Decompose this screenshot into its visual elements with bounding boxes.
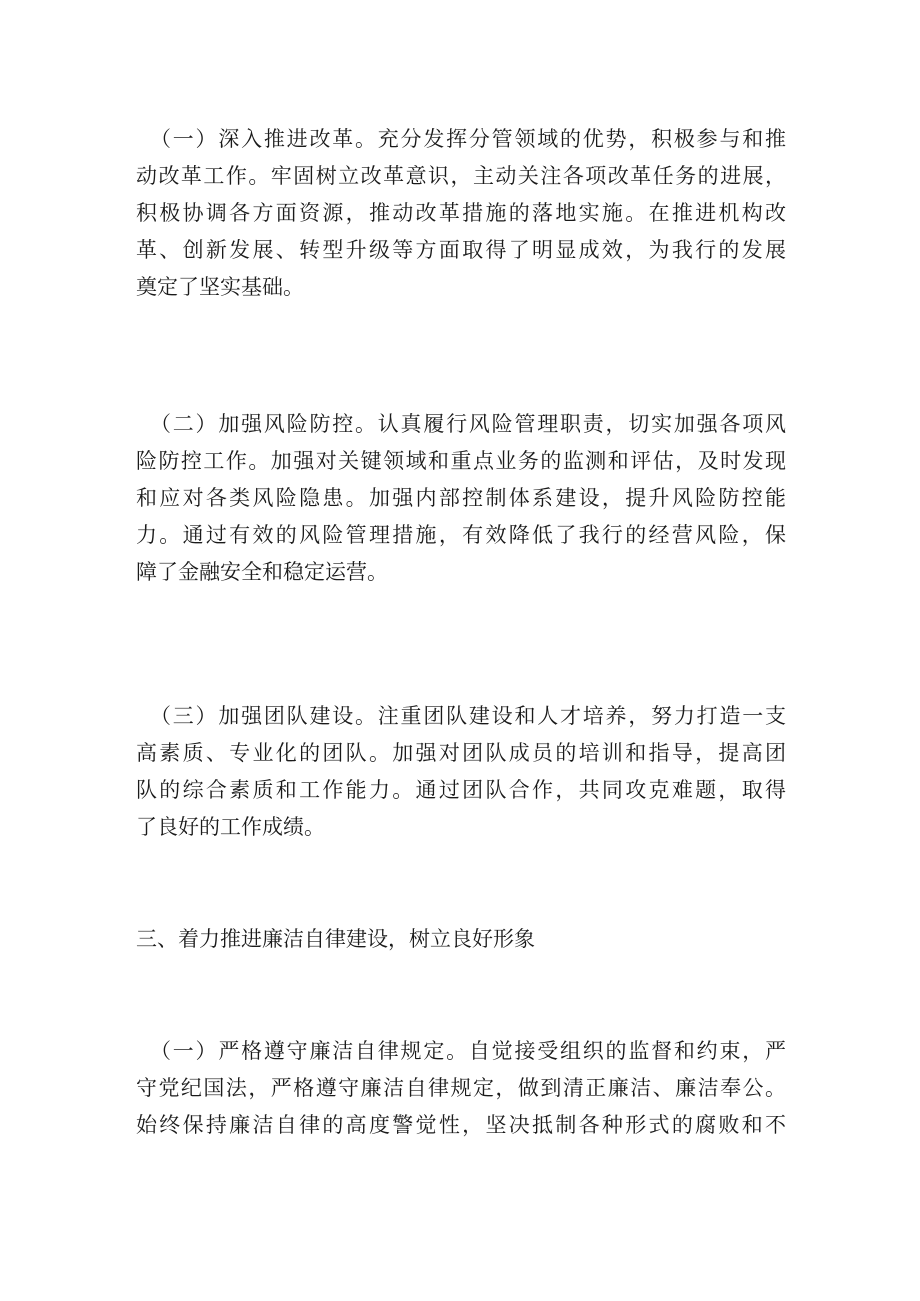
paragraph-line: 队的综合素质和工作能力。通过团队合作，共同攻克难题，取得 <box>136 778 786 802</box>
paragraph-line: 始终保持廉洁自律的高度警觉性，坚决抵制各种形式的腐败和不 <box>136 1113 786 1137</box>
paragraph-line: 障了金融安全和稳定运营。 <box>136 560 388 584</box>
paragraph-line: 险防控工作。加强对关键领域和重点业务的监测和评估，及时发现 <box>136 449 786 473</box>
paragraph-risk-control <box>136 406 786 591</box>
paragraph-line: 守党纪国法，严格遵守廉洁自律规定，做到清正廉洁、廉洁奉公。 <box>136 1076 786 1100</box>
paragraph-line: 积极协调各方面资源，推动改革措施的落地实施。在推进机构改 <box>136 201 786 225</box>
paragraph-line: 革、创新发展、转型升级等方面取得了明显成效，为我行的发展 <box>136 238 786 262</box>
section-heading-text: 三、着力推进廉洁自律建设，树立良好形象 <box>136 927 535 951</box>
paragraph-line: （二）加强风险防控。认真履行风险管理职责，切实加强各项风 <box>150 412 786 436</box>
paragraph-reform <box>136 121 786 306</box>
paragraph-team-building <box>136 698 786 846</box>
paragraph-line: （一）深入推进改革。充分发挥分管领域的优势，积极参与和推 <box>150 127 786 151</box>
paragraph-line: 和应对各类风险隐患。加强内部控制体系建设，提升风险防控能 <box>136 486 786 510</box>
paragraph-line: 了良好的工作成绩。 <box>136 815 325 839</box>
paragraph-line: 奠定了坚实基础。 <box>136 275 304 299</box>
paragraph-line: 力。通过有效的风险管理措施，有效降低了我行的经营风险，保 <box>136 523 786 547</box>
paragraph-line: 高素质、专业化的团队。加强对团队成员的培训和指导，提高团 <box>136 741 786 765</box>
section-heading <box>136 921 786 958</box>
paragraph-line: 动改革工作。牢固树立改革意识，主动关注各项改革任务的进展， <box>136 164 786 188</box>
paragraph-integrity-rules <box>136 1033 786 1144</box>
paragraph-line: （一）严格遵守廉洁自律规定。自觉接受组织的监督和约束，严 <box>150 1039 786 1063</box>
paragraph-line: （三）加强团队建设。注重团队建设和人才培养，努力打造一支 <box>150 704 786 728</box>
